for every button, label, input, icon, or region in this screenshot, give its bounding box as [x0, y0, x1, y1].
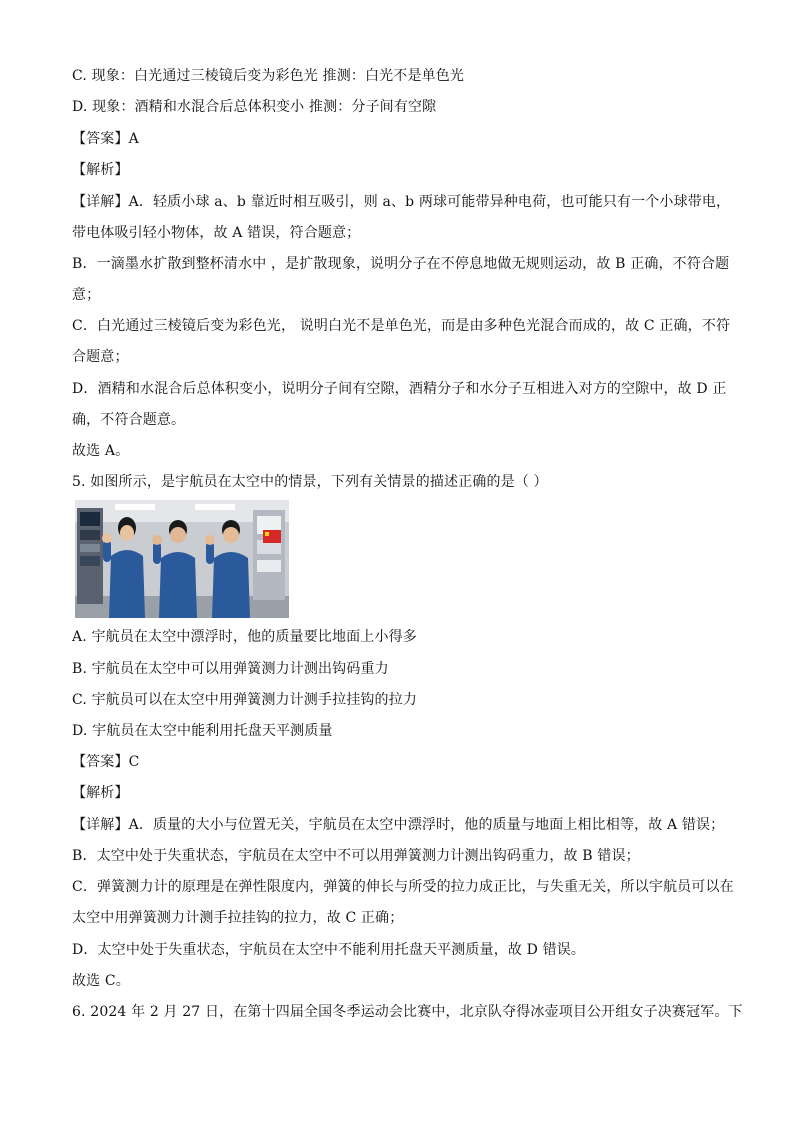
q5-detail-line: B．太空中处于失重状态，宇航员在太空中不可以用弹簧测力计测出钩码重力，故 B 错误； [72, 848, 640, 864]
q4-analysis-heading: 【解析】 [72, 162, 129, 178]
flag [263, 530, 281, 543]
q4-answer: 【答案】A [72, 131, 139, 147]
q5-answer: 【答案】C [72, 754, 140, 770]
q5-option-a: A. 宇航员在太空中漂浮时，他的质量要比地面上小得多 [72, 629, 417, 645]
q4-detail-line: 确，不符合题意。 [72, 412, 186, 428]
q5-detail-line: C．弹簧测力计的原理是在弹性限度内，弹簧的伸长与所受的拉力成正比，与失重无关，所以宇航员可以在 [72, 879, 734, 895]
q4-detail-line: 合题意； [72, 349, 129, 365]
q5-option-d: D. 宇航员在太空中能利用托盘天平测质量 [72, 723, 333, 739]
q4-detail-line: C．白光通过三棱镜后变为彩色光， 说明白光不是单色光，而是由多种色光混合而成的，故 C 正确，不符 [72, 318, 731, 334]
q5-option-b: B. 宇航员在太空中可以用弹簧测力计测出钩码重力 [72, 661, 389, 677]
q5-detail-line: 【详解】A．质量的大小与位置无关，宇航员在太空中漂浮时，他的质量与地面上相比相等，故 A 错误； [72, 817, 725, 833]
q6-stem: 6. 2024 年 2 月 27 日，在第十四届全国冬季运动会比赛中，北京队夺得冰壶项目公开组女子决赛冠军。下 [72, 1004, 743, 1020]
q4-detail-line: 意； [72, 287, 101, 303]
q4-detail-line: B．一滴墨水扩散到整杯清水中 ，是扩散现象，说明分子在不停息地做无规则运动，故 B 正确，不符合题 [72, 256, 730, 272]
q4-option-c: C. 现象：白光通过三棱镜后变为彩色光 推测：白光不是单色光 [72, 68, 465, 84]
q4-conclusion: 故选 A。 [72, 443, 130, 459]
q5-detail-line: 太空中用弹簧测力计测手拉挂钩的拉力，故 C 正确； [72, 910, 404, 926]
q5-conclusion: 故选 C。 [72, 973, 130, 989]
q4-detail-line: 【详解】A．轻质小球 a、b 靠近时相互吸引，则 a、b 两球可能带异种电荷，也可能只有一个小球带电， [72, 194, 731, 210]
q4-option-d: D. 现象：酒精和水混合后总体积变小 推测：分子间有空隙 [72, 99, 437, 115]
q5-option-c: C. 宇航员可以在太空中用弹簧测力计测手拉挂钩的拉力 [72, 692, 418, 708]
q4-detail-line: D．酒精和水混合后总体积变小，说明分子间有空隙，酒精分子和水分子互相进入对方的空隙中，故 D 正 [72, 381, 727, 397]
q5-analysis-heading: 【解析】 [72, 785, 129, 801]
q4-detail-line: 带电体吸引轻小物体，故 A 错误，符合题意； [72, 225, 361, 241]
q5-detail-line: D．太空中处于失重状态，宇航员在太空中不能利用托盘天平测质量，故 D 错误。 [72, 942, 586, 958]
astronauts-photo [75, 500, 289, 618]
q5-stem: 5. 如图所示，是宇航员在太空中的情景，下列有关情景的描述正确的是（ ） [72, 474, 548, 490]
